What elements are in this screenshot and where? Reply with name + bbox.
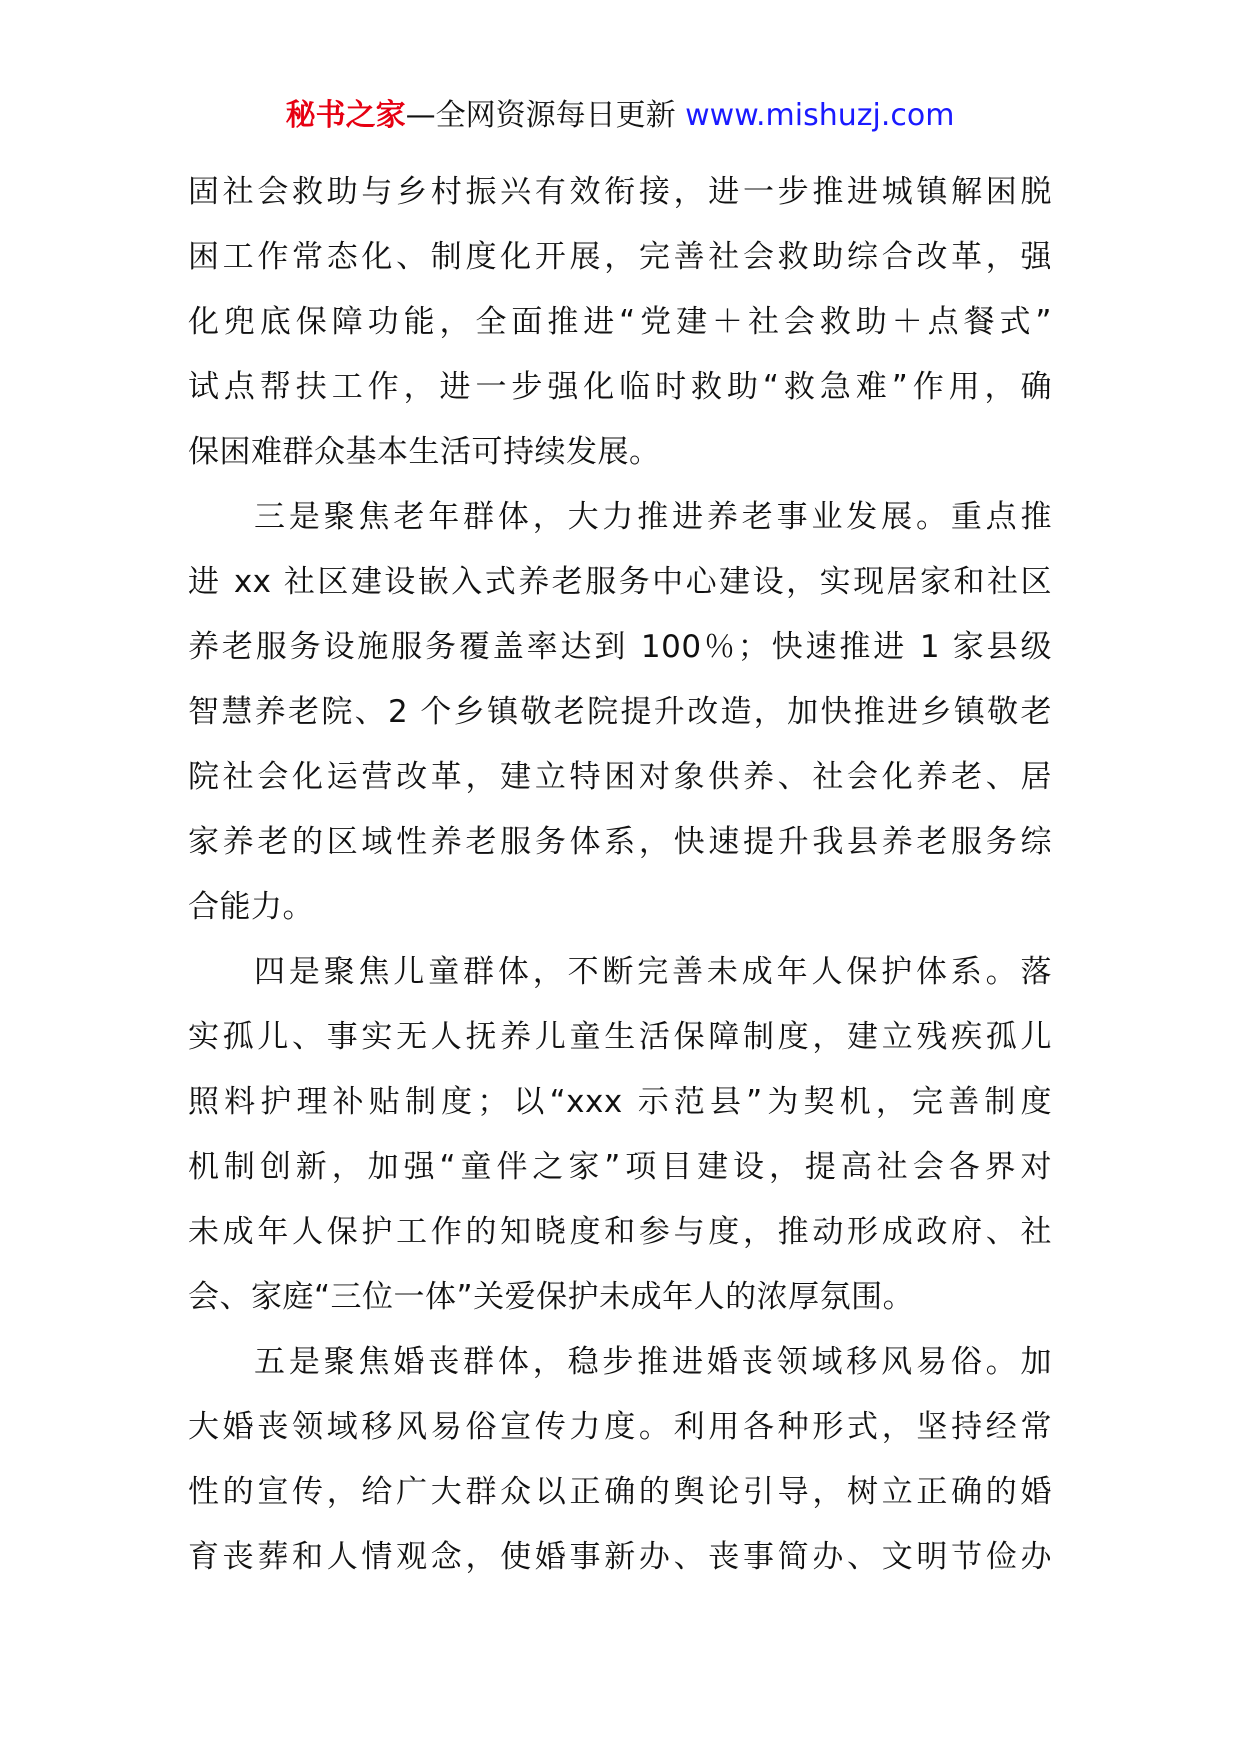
text-line: 机制创新，加强“童伴之家”项目建设，提高社会各界对 — [188, 1149, 1052, 1185]
text-line: 家养老的区域性养老服务体系，快速提升我县养老服务综 — [188, 824, 1052, 860]
text-line: 保困难群众基本生活可持续发展。 — [188, 434, 661, 470]
text-line: 养老服务设施服务覆盖率达到 100％；快速推进 1 家县级 — [188, 629, 1052, 665]
text-line: 照料护理补贴制度；以“xxx 示范县”为契机，完善制度 — [188, 1084, 1052, 1120]
text-line: 进 xx 社区建设嵌入式养老服务中心建设，实现居家和社区 — [188, 564, 1052, 600]
document-body — [188, 160, 1052, 1590]
text-line: 会、家庭“三位一体”关爱保护未成年人的浓厚氛围。 — [188, 1279, 915, 1315]
site-tagline: —全网资源每日更新 — [405, 98, 676, 133]
text-line: 未成年人保护工作的知晓度和参与度，推动形成政府、社 — [188, 1214, 1052, 1250]
text-line: 性的宣传，给广大群众以正确的舆论引导，树立正确的婚 — [188, 1474, 1052, 1510]
text-line: 困工作常态化、制度化开展，完善社会救助综合改革，强 — [188, 239, 1052, 275]
site-url-link[interactable]: www.mishuzj.com — [685, 98, 955, 133]
paragraph-start-line: 三是聚焦老年群体，大力推进养老事业发展。重点推 — [254, 499, 1052, 535]
page-header — [0, 96, 1240, 136]
site-brand: 秘书之家 — [285, 98, 406, 133]
text-line: 院社会化运营改革，建立特困对象供养、社会化养老、居 — [188, 759, 1052, 795]
text-line: 合能力。 — [188, 889, 314, 925]
text-line: 试点帮扶工作，进一步强化临时救助“救急难”作用，确 — [188, 369, 1052, 405]
text-line: 大婚丧领域移风易俗宣传力度。利用各种形式，坚持经常 — [188, 1409, 1052, 1445]
text-line: 化兜底保障功能，全面推进“党建＋社会救助＋点餐式” — [188, 304, 1052, 340]
paragraph-start-line: 四是聚焦儿童群体，不断完善未成年人保护体系。落 — [254, 954, 1052, 990]
text-line: 育丧葬和人情观念，使婚事新办、丧事简办、文明节俭办 — [188, 1539, 1052, 1575]
paragraph-start-line: 五是聚焦婚丧群体，稳步推进婚丧领域移风易俗。加 — [254, 1344, 1052, 1380]
text-line: 实孤儿、事实无人抚养儿童生活保障制度，建立残疾孤儿 — [188, 1019, 1052, 1055]
text-line: 智慧养老院、2 个乡镇敬老院提升改造，加快推进乡镇敬老 — [188, 694, 1052, 730]
text-line: 固社会救助与乡村振兴有效衔接，进一步推进城镇解困脱 — [188, 174, 1052, 210]
